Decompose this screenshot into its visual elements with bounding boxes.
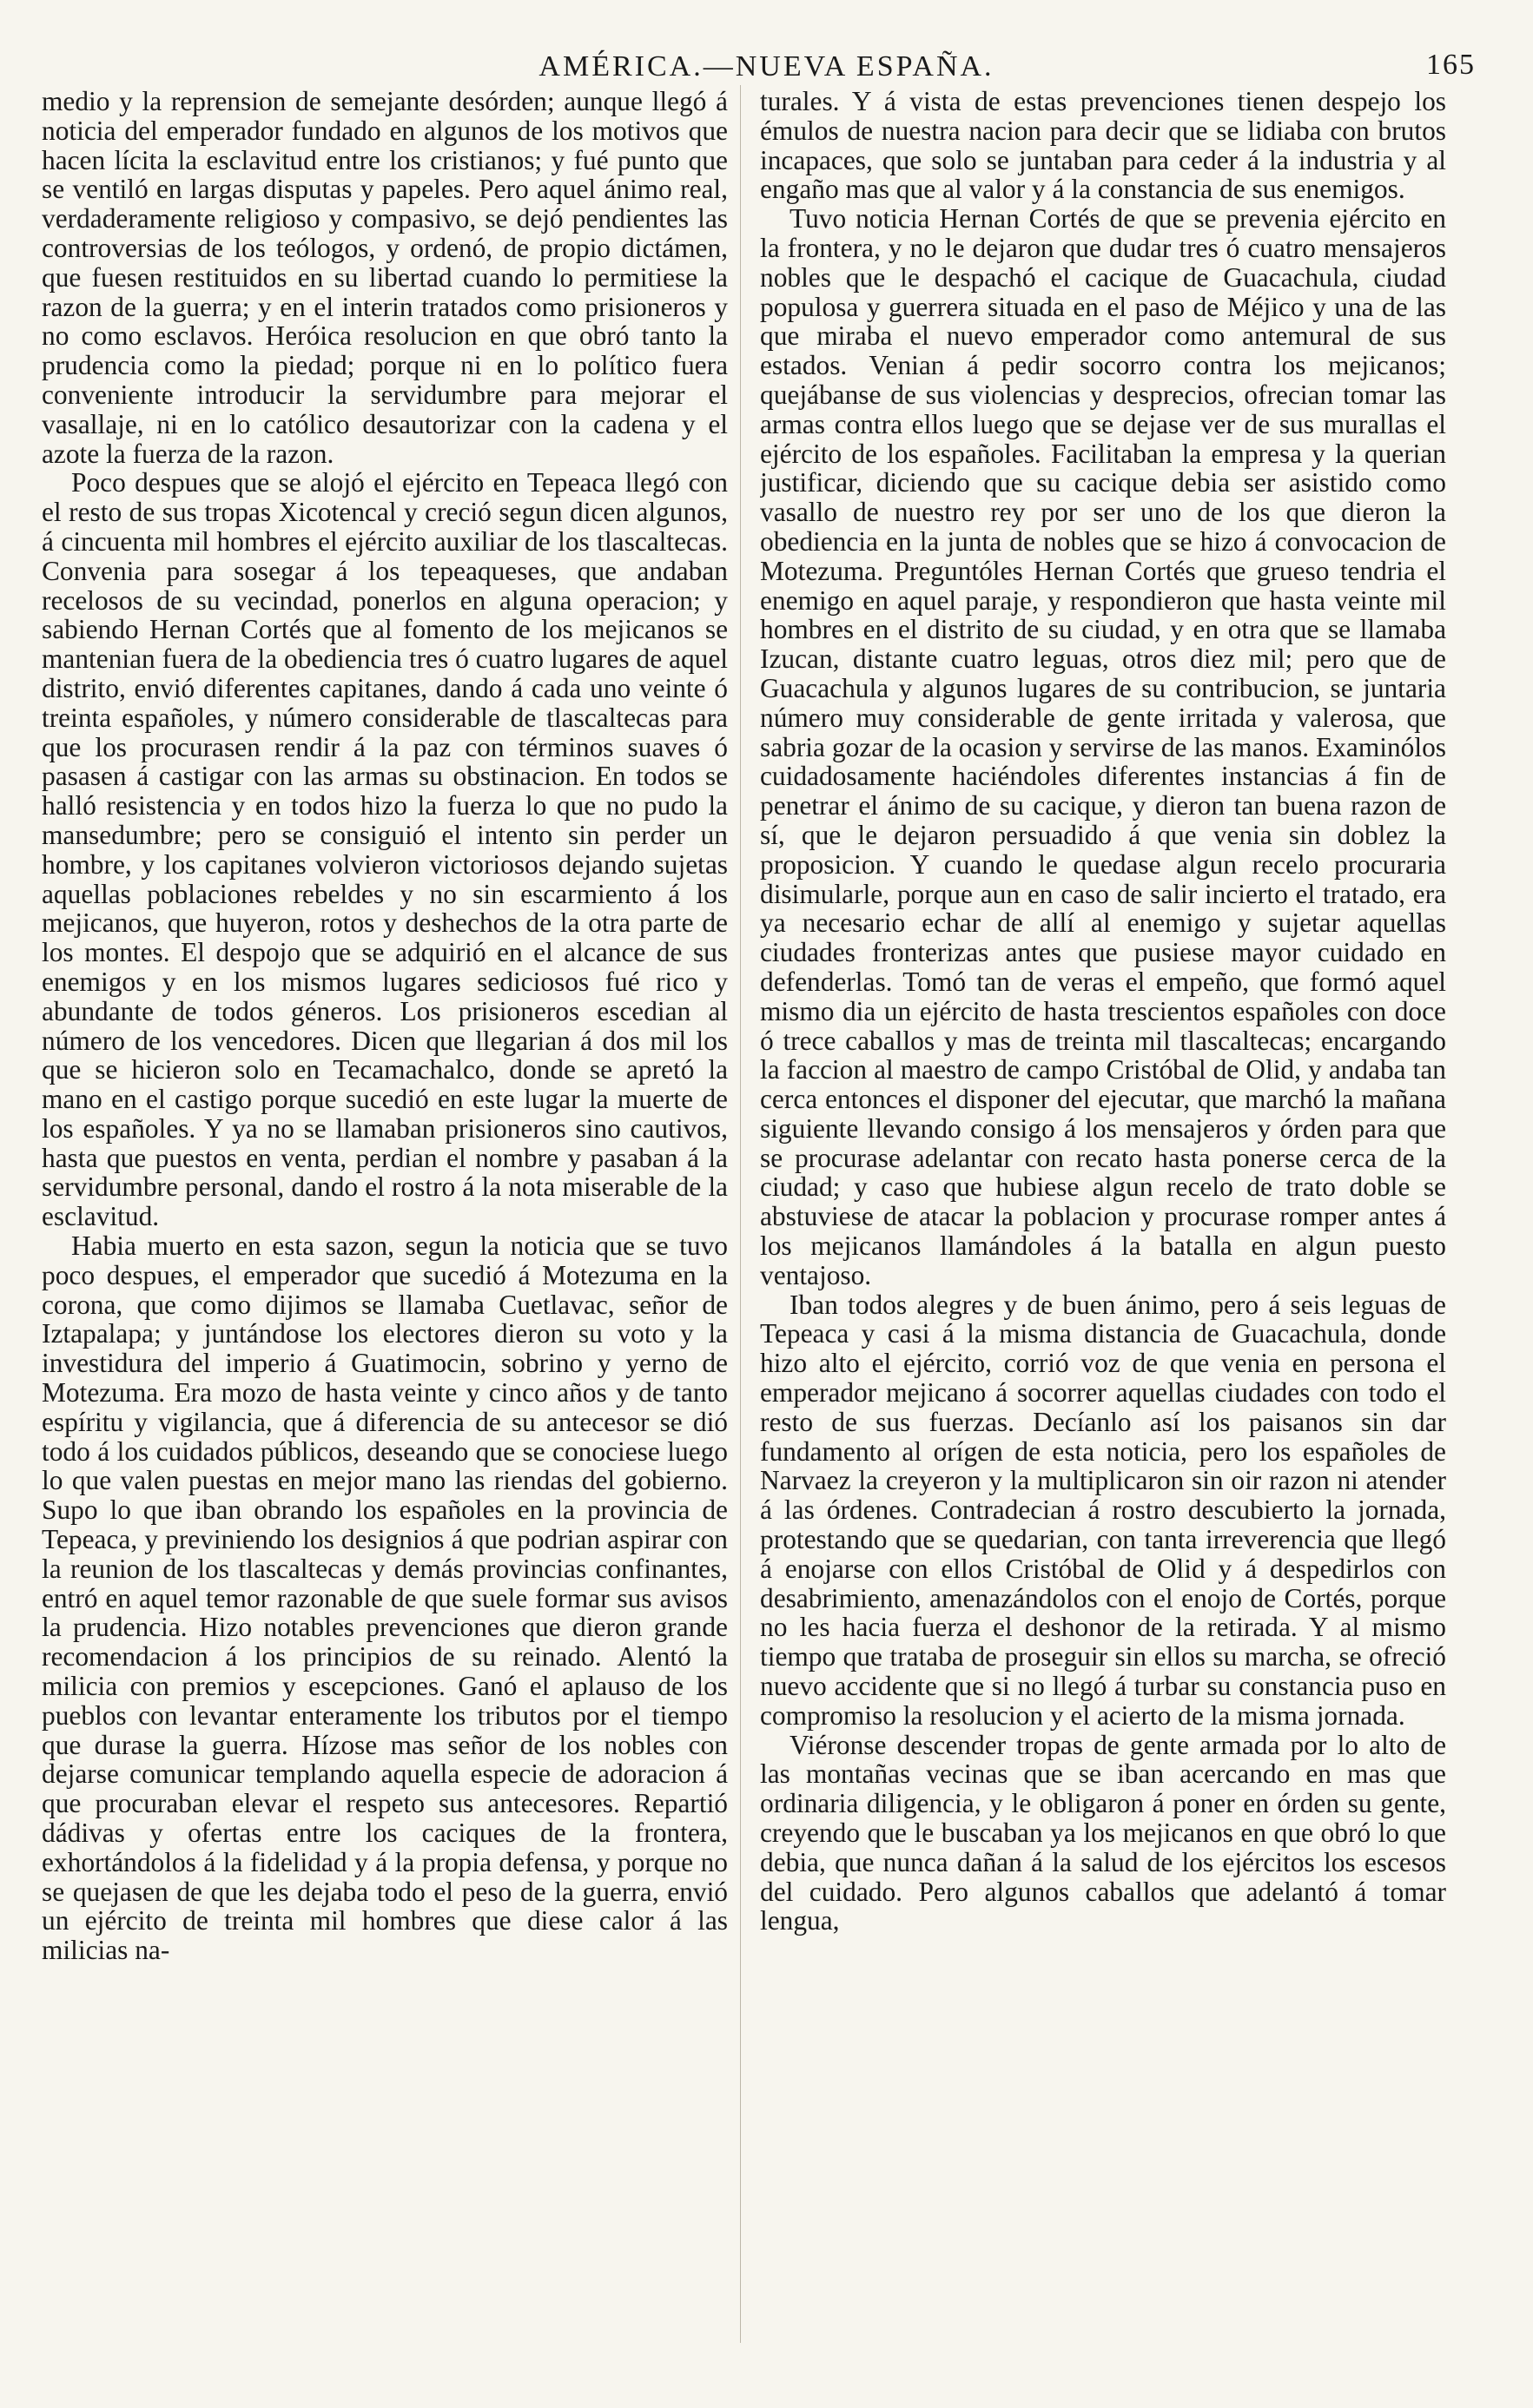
paragraph: Habia muerto en esta sazon, segun la noticia que se tuvo poco despues, el emperador que sucedió á Motezuma en la corona, que como dijimos se llamaba Cuetlavac, señor de Iztapalapa; y juntándose los electores dieron su voto y la investidura del imperio á Guatimocin, sobrino y yerno de Motezuma. Era mozo de hasta veinte y cinco años y de tanto espíritu y vigilancia, que á diferencia de su antecesor se dió todo á los cuidados públicos, deseando que se conociese luego lo que valen puestas en mejor mano las riendas del gobierno. Supo lo que iban obrando los españoles en la provincia de Tepeaca, y previniendo los designios á que podrian aspirar con la reunion de los tlascaltecas y demás provincias confinantes, entró en aquel temor razonable de que suele formar sus avisos la prudencia. Hizo notables prevenciones que dieron grande recomendacion á los principios de su reinado. Alentó la milicia con premios y escepciones. Ganó el aplauso de los pueblos con levantar enteramente los tributos por el tiempo que durase la guerra. Hízose mas señor de los nobles con dejarse comunicar templando aquella especie de adoracion á que procuraban elevar el respeto sus antecesores. Repartió dádivas y ofertas entre los caciques de la frontera, exhortándolos á la fidelidad y á la propia defensa, y porque no se quejasen de que les dejaba todo el peso de la guerra, envió un ejército de treinta mil hombres que diese calor á las milicias na- bbox=[42, 1230, 728, 1966]
running-title: AMÉRICA.—NUEVA ESPAÑA. bbox=[539, 50, 994, 82]
paragraph: turales. Y á vista de estas prevenciones tienen despejo los émulos de nuestra nacion para decir que se lidiaba con brutos incapaces, que solo se juntaban para ceder á la industria y al engaño mas que al valor y á la constancia de sus enemigos. bbox=[760, 87, 1446, 205]
page-number: 165 bbox=[1426, 49, 1476, 81]
paragraph: medio y la reprension de semejante desórden; aunque llegó á noticia del emperador fundado en algunos de los motivos que hacen lícita la esclavitud entre los cristianos; y fué punto que se ventiló en largas disputas y papeles. Pero aquel ánimo real, verdaderamente religioso y compasivo, se dejó pendientes las controversias de los teólogos, y ordenó, de propio dictámen, que fuesen restituidos en su libertad cuando lo permitiese la razon de la guerra; y en el interin tratados como prisioneros y no como esclavos. Heróica resolucion en que obró tanto la prudencia como la piedad; porque ni en lo político fuera conveniente introducir la servidumbre para mejorar el vasallaje, ni en lo católico desautorizar con la cadena y el azote la fuerza de la razon. bbox=[42, 87, 728, 469]
right-column bbox=[760, 87, 1446, 2371]
paragraph: Viéronse descender tropas de gente armada por lo alto de las montañas vecinas que se iban acercando en mas que ordinaria diligencia, y le obligaron á poner en órden su gente, creyendo que le buscaban ya los mejicanos en que obró lo que debia, que nunca dañan á la salud de los ejércitos los escesos del cuidado. Pero algunos caballos que adelantó á tomar lengua, bbox=[760, 1729, 1446, 1936]
left-column bbox=[42, 87, 728, 2371]
paragraph: Poco despues que se alojó el ejército en Tepeaca llegó con el resto de sus tropas Xicotencal y creció segun dicen algunos, á cincuenta mil hombres el ejército auxiliar de los tlascaltecas. Convenia para sosegar á los tepeaqueses, que andaban recelosos de su vecindad, ponerlos en alguna operacion; y sabiendo Hernan Cortés que al fomento de los mejicanos se mantenian fuera de la obediencia tres ó cuatro lugares de aquel distrito, envió diferentes capitanes, dando á cada uno veinte ó treinta españoles, y número considerable de tlascaltecas para que los procurasen rendir á la paz con términos suaves ó pasasen á castigar con las armas su obstinacion. En todos se halló resistencia y en todos hizo la fuerza lo que no pudo la mansedumbre; pero se consiguió el intento sin perder un hombre, y los capitanes volvieron victoriosos dejando sujetas aquellas poblaciones rebeldes y no sin escarmiento á los mejicanos, que huyeron, rotos y deshechos de la otra parte de los montes. El despojo que se adquirió en el alcance de sus enemigos y en los mismos lugares sediciosos fué rico y abundante de todos géneros. Los prisioneros escedian al número de los vencedores. Dicen que llegarian á dos mil los que se hicieron solo en Tecamachalco, donde se apretó la mano en el castigo porque sucedió en este lugar la muerte de los españoles. Y ya no se llamaban prisioneros sino cautivos, hasta que puestos en venta, perdian el nombre y pasaban á la servidumbre personal, dando el rostro á la nota miserable de la esclavitud. bbox=[42, 467, 728, 1232]
paragraph: Tuvo noticia Hernan Cortés de que se prevenia ejército en la frontera, y no le dejaron que dudar tres ó cuatro mensajeros nobles que le despachó el cacique de Guacachula, ciudad populosa y guerrera situada en el paso de Méjico y una de las que miraba el nuevo emperador como antemural de sus estados. Venian á pedir socorro contra los mejicanos; quejábanse de sus violencias y desprecios, ofrecian tomar las armas contra ellos luego que se dejase ver de sus murallas el ejército de los españoles. Facilitaban la empresa y la querian justificar, diciendo que su cacique debia ser asistido como vasallo de nuestro rey por ser uno de los que dieron la obediencia en la junta de nobles que se hizo á convocacion de Motezuma. Preguntóles Hernan Cortés que grueso tendria el enemigo en aquel paraje, y respondieron que hasta veinte mil hombres en el distrito de su ciudad, y en otra que se llamaba Izucan, distante cuatro leguas, otros diez mil; pero que de Guacachula y algunos lugares de su contribucion, se juntaria número muy considerable de gente irritada y valerosa, que sabria gozar de la ocasion y servirse de las manos. Examinólos cuidadosamente haciéndoles diferentes instancias á fin de penetrar el ánimo de su cacique, y dieron tan buena razon de sí, que le dejaron persuadido á que venia sin doblez la proposicion. Y cuando le quedase algun recelo procuraria disimularle, porque aun en caso de salir incierto el tratado, era ya necesario echar de allí al enemigo y sujetar aquellas ciudades fronterizas antes que pusiese mayor cuidado en defenderlas. Tomó tan de veras el empeño, que formó aquel mismo dia un ejército de hasta trescientos españoles con doce ó trece caballos y mas de treinta mil tlascaltecas; encargando la faccion al maestro de campo Cristóbal de Olid, y andaba tan cerca entonces el disponer del ejecutar, que marchó la mañana siguiente llevando consigo á los mensajeros y órden para que se procurase adelantar con recato hasta ponerse cerca de la ciudad; y caso que hubiese algun recelo de trato doble se abstuviese de atacar la poblacion y procurase romper antes á los mejicanos llamándoles á la batalla en algun puesto ventajoso. bbox=[760, 203, 1446, 1290]
column-divider bbox=[740, 85, 741, 2343]
paragraph: Iban todos alegres y de buen ánimo, pero á seis leguas de Tepeaca y casi á la misma distancia de Guacachula, donde hizo alto el ejército, corrió voz de que venia en persona el emperador mejicano á socorrer aquellas ciudades con todo el resto de sus fuerzas. Decíanlo así los paisanos sin dar fundamento al orígen de esta noticia, pero los españoles de Narvaez la creyeron y la multiplicaron sin oir razon ni atender á las órdenes. Contradecian á rostro descubierto la jornada, protestando que se quedarian, con tanta irreverencia que llegó á enojarse con ellos Cristóbal de Olid y á despedirlos con desabrimiento, amenazándolos con el enojo de Cortés, porque no les hacia fuerza el deshonor de la retirada. Y al mismo tiempo que trataba de proseguir sin ellos su marcha, se ofreció nuevo accidente que si no llegó á turbar su constancia puso en compromiso la resolucion y el acierto de la misma jornada. bbox=[760, 1289, 1446, 1731]
